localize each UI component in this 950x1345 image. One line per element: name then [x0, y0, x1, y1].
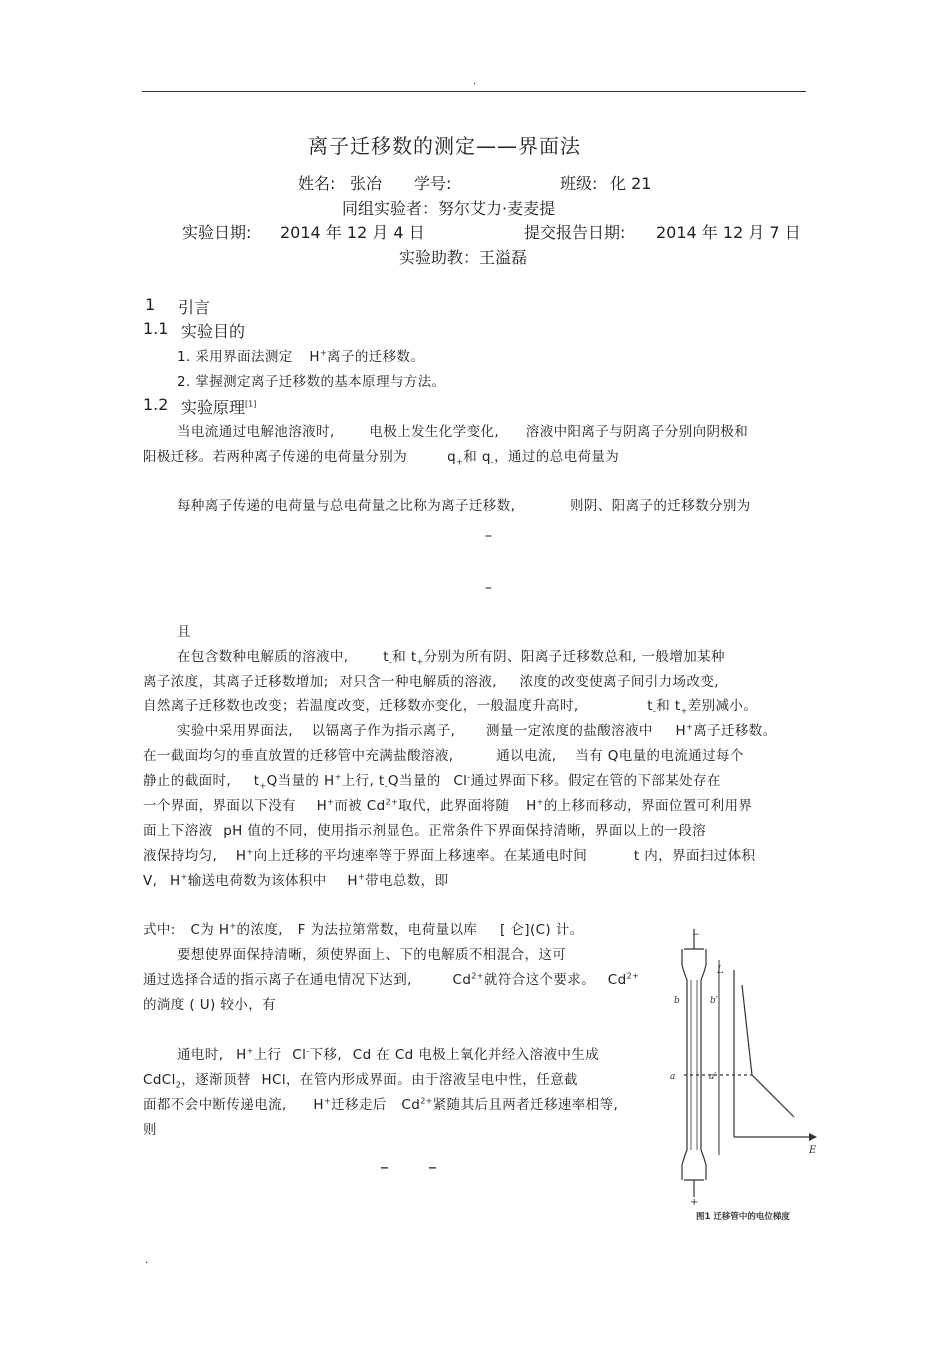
- l11-b: pH 值的不同，使用指示剂显色。正常条件下界面保持清晰，界面以上的一段溶: [223, 823, 707, 839]
- l20-e: 紧随其后且两者迁移速率相等,: [432, 1097, 619, 1113]
- section-1-1-number: 1.1: [143, 319, 169, 338]
- sup-minus: -: [306, 1046, 310, 1056]
- l18-e: 下移,: [309, 1047, 343, 1063]
- para-line-17: 的淌度 ( U) 较小，有: [143, 997, 276, 1013]
- tube-right-wall: [701, 949, 706, 1180]
- partner-line: 同组实验者：努尔艾力·麦麦提: [342, 199, 556, 218]
- section-1-2-title: [181, 395, 256, 418]
- label-b-prime: b′: [710, 996, 718, 1006]
- l3-a: 每种离子传递的电荷量与总电荷量之比称为离子迁移数,: [177, 498, 516, 514]
- l8-d: Q电量的电流通过每个: [607, 748, 744, 764]
- l2-q-minus: q: [481, 449, 491, 465]
- l6-a: 自然离子迁移数也改变；若温度改变，迁移数亦变化，一般温度升高时,: [143, 698, 579, 714]
- assistant-line: 实验助教：王溢磊: [399, 248, 528, 267]
- sub-minus: -: [653, 706, 657, 716]
- axis-E-label: E: [809, 1145, 817, 1156]
- l12-a: 液保持均匀,: [143, 848, 218, 864]
- l9-i: 通过界面下移。假定在管的下部某处存在: [470, 773, 721, 789]
- sup-plus: +: [327, 797, 335, 807]
- l10-a: 一个界面，界面以下没有: [143, 798, 296, 814]
- para-line-14: [143, 918, 584, 938]
- l18-f: Cd 在 Cd 电极上氧化并经入溶液中生成: [352, 1047, 600, 1063]
- section-1-title: 引言: [178, 298, 211, 317]
- figure-minus-sign: −: [692, 930, 700, 940]
- name-value: 张冶: [350, 174, 383, 193]
- l20-a: 面都不会中断传递电流,: [143, 1097, 287, 1113]
- exp-date: 2014 年 12 月 4 日: [280, 223, 425, 242]
- l6-t-plus: t: [674, 698, 681, 714]
- figure-plus-sign: +: [690, 1197, 699, 1208]
- l20-cd: Cd: [401, 1097, 421, 1113]
- sup-two-plus: 2+: [471, 971, 484, 981]
- para-line-8: [143, 744, 744, 764]
- formula-dash-2: –: [485, 580, 492, 596]
- class-value: 化 21: [610, 174, 652, 193]
- l16-cd2: Cd: [607, 972, 627, 988]
- section-1-1-title: 实验目的: [181, 322, 246, 341]
- l2-q-plus: q: [447, 449, 457, 465]
- l18-c: 上行: [253, 1047, 282, 1063]
- tube-left-wall: [682, 949, 687, 1180]
- l9-t-minus: t: [378, 773, 385, 789]
- l20-c: 迁移走后: [331, 1097, 387, 1113]
- sup-plus: +: [323, 1096, 332, 1106]
- sup-plus: +: [246, 847, 254, 857]
- header-rule: [142, 91, 806, 92]
- para-line-19: [143, 1068, 578, 1088]
- l12-d: t 内，界面扫过体积: [633, 848, 756, 864]
- l10-cd: Cd: [366, 798, 386, 814]
- para-line-2: [143, 445, 619, 465]
- l2-and: 和: [463, 449, 478, 465]
- para-line-21: 则: [143, 1122, 157, 1138]
- l6-e: 差别减小。: [687, 698, 758, 714]
- section-1-number: 1: [145, 295, 156, 314]
- para-line-13: [143, 869, 448, 889]
- l20-h: H: [313, 1097, 324, 1113]
- l5-a: 离子浓度，其离子迁移数增加;: [143, 674, 329, 690]
- l1-c: 溶液中阳离子与阴离子分别向阴极和: [525, 424, 749, 440]
- formula-dash-3: –: [380, 1157, 389, 1178]
- l8-b: 通以电流,: [496, 748, 557, 764]
- exp-date-label: 实验日期:: [182, 223, 252, 242]
- l13-c: 输送电荷数为该体积中: [187, 873, 327, 889]
- l10-g: 的上移而移动，界面位置可利用界: [543, 798, 753, 814]
- label-a: a: [670, 1072, 676, 1082]
- l4-f: 一般增加某种: [641, 649, 725, 665]
- purpose-1-c: 离子的迁移数。: [327, 349, 425, 365]
- label-a-prime: a′: [709, 1072, 717, 1082]
- sup-minus: -: [467, 772, 471, 782]
- l10-c: 而被: [334, 798, 363, 814]
- sup-plus: +: [357, 872, 366, 882]
- l8-c: 当有: [575, 748, 604, 764]
- l13-h: H: [170, 873, 181, 889]
- para-line-15: 要想使界面保持清晰，须使界面上、下的电解质不相混合，这可: [177, 947, 567, 963]
- header-mark: .: [473, 76, 477, 87]
- sup-plus: +: [334, 772, 342, 782]
- l4-t-plus: t: [410, 649, 417, 665]
- label-b: b: [674, 996, 680, 1006]
- axis-L-label: L: [717, 965, 724, 976]
- purpose-1: [177, 345, 424, 365]
- sup-two-plus: 2+: [385, 797, 399, 807]
- l9-g: Q当量的: [387, 773, 441, 789]
- para-line-6: [143, 694, 757, 714]
- l1-b: 电极上发生化学变化,: [369, 424, 500, 440]
- para-line-7: [177, 719, 777, 739]
- sup-plus: +: [180, 872, 188, 882]
- sup-plus: +: [319, 348, 328, 358]
- l6-t-minus: t: [647, 698, 653, 714]
- report-date: 2014 年 12 月 7 日: [656, 223, 801, 242]
- l19-d: HCl，在管内形成界面。由于溶液呈电中性，任意截: [261, 1072, 578, 1088]
- l16-a: 通过选择合适的指示离子在通电情况下达到,: [143, 972, 412, 988]
- sup-plus: +: [229, 921, 237, 931]
- section-1-2-number: 1.2: [143, 395, 169, 414]
- l4-t-minus: t: [383, 649, 389, 665]
- sup-plus: +: [686, 722, 694, 732]
- l10-h2: H: [526, 798, 537, 814]
- formula-dash-4: –: [428, 1157, 437, 1178]
- l9-h: H: [324, 773, 335, 789]
- l14-e: [ 仑](C) 计。: [500, 922, 584, 938]
- para-line-3: [177, 494, 751, 514]
- l2-a: 阳极迁移。若两种离子传递的电荷量分别为: [143, 449, 408, 465]
- purpose-2: 2. 掌握测定离子迁移数的基本原理与方法。: [177, 374, 446, 390]
- l9-t-plus: t: [253, 773, 260, 789]
- l11-a: 面上下溶液: [143, 823, 213, 839]
- figure-caption: 图1 迁移管中的电位梯度: [696, 1212, 790, 1222]
- sup-two-plus: 2+: [626, 971, 640, 981]
- l13-a: V,: [143, 873, 158, 889]
- citation-ref: [1]: [245, 399, 257, 409]
- l10-h: H: [316, 798, 328, 814]
- footer-mark: .: [145, 1255, 149, 1266]
- l14-a: 式中:: [143, 922, 176, 938]
- l5-b: 对只含一种电解质的溶液,: [339, 674, 497, 690]
- qie-line: 且: [177, 624, 191, 640]
- l4-e: 分别为所有阴、阳离子迁移数总和,: [423, 649, 637, 665]
- l7-h: H: [675, 723, 687, 739]
- l4-and: 和: [392, 649, 407, 665]
- sub-plus: +: [680, 706, 688, 716]
- sup-plus: +: [536, 797, 544, 807]
- sup-plus: +: [246, 1046, 254, 1056]
- report-date-label: 提交报告日期:: [524, 223, 626, 242]
- sub-plus: +: [259, 781, 267, 791]
- para-line-1: [177, 420, 817, 440]
- l6-and: 和: [656, 698, 671, 714]
- l8-a: 在一截面均匀的垂直放置的迁移管中充满盐酸溶液,: [143, 748, 454, 764]
- para-line-10: [143, 794, 752, 814]
- l19-c: ，逐渐顶替: [181, 1072, 251, 1088]
- para-line-5: [143, 670, 719, 690]
- l18-h: H: [236, 1047, 247, 1063]
- potential-curve: [742, 985, 794, 1117]
- para-line-4: [177, 645, 725, 665]
- sub-minus: -: [388, 657, 393, 667]
- sub-minus: -: [384, 781, 388, 791]
- para-line-16: [143, 968, 639, 988]
- l1-a: 当电流通过电解池溶液时,: [177, 424, 335, 440]
- para-line-18: [177, 1043, 599, 1063]
- axis-E-arrow: [809, 1133, 817, 1141]
- l13-h2: H: [347, 873, 358, 889]
- l18-cl: Cl: [292, 1047, 307, 1063]
- para-line-12: [143, 844, 755, 864]
- l7-c: 测量一定浓度的盐酸溶液中: [486, 723, 653, 739]
- l9-cl: Cl: [453, 773, 468, 789]
- para-line-9: [143, 769, 721, 789]
- sub-minus: -: [490, 457, 495, 467]
- migration-tube-figure: [664, 925, 824, 1225]
- id-label: 学号:: [414, 174, 452, 193]
- l4-a: 在包含数种电解质的溶液中,: [177, 649, 349, 665]
- sub-two: 2: [175, 1080, 182, 1090]
- para-line-11: [143, 819, 706, 839]
- l2-e: ，通过的总电荷量为: [494, 449, 620, 465]
- para-line-20: [143, 1093, 618, 1113]
- l9-c: Q当量的: [266, 773, 320, 789]
- formula-dash-1: –: [485, 528, 492, 544]
- l7-a: 实验中采用界面法,: [177, 723, 293, 739]
- l14-c: 的浓度,: [236, 922, 283, 938]
- sub-plus: +: [456, 457, 464, 467]
- l7-e: 离子迁移数。: [693, 723, 777, 739]
- l7-b: 以镉离子作为指示离子,: [311, 723, 456, 739]
- name-label: 姓名:: [298, 174, 336, 193]
- l16-c: 就符合这个要求。: [483, 972, 596, 988]
- l18-a: 通电时,: [177, 1047, 224, 1063]
- l5-c: 浓度的改变使离子间引力场改变,: [519, 674, 719, 690]
- l14-d: F 为法拉第常数，电荷量以库: [297, 922, 478, 938]
- l9-e: 上行,: [341, 773, 375, 789]
- l12-h: H: [235, 848, 247, 864]
- l19-a: CdCl: [143, 1072, 176, 1088]
- page-title: 离子迁移数的测定——界面法: [308, 134, 581, 158]
- sub-plus: +: [416, 657, 424, 667]
- section-1-2-title-text: 实验原理: [181, 398, 246, 417]
- l12-c: 向上迁移的平均速率等于界面上移速率。在某通电时间: [253, 848, 588, 864]
- purpose-1-h: H: [309, 349, 320, 365]
- l14-b: C为 H: [190, 922, 230, 938]
- l9-a: 静止的截面时,: [143, 773, 232, 789]
- l10-e: 取代，此界面将随: [398, 798, 510, 814]
- sup-two-plus: 2+: [420, 1096, 433, 1106]
- l3-b: 则阴、阳离子的迁移数分别为: [570, 498, 751, 514]
- purpose-1-a: 1. 采用界面法测定: [177, 349, 293, 365]
- l13-e: 带电总数，即: [365, 873, 449, 889]
- class-label: 班级:: [560, 174, 598, 193]
- l16-cd: Cd: [452, 972, 472, 988]
